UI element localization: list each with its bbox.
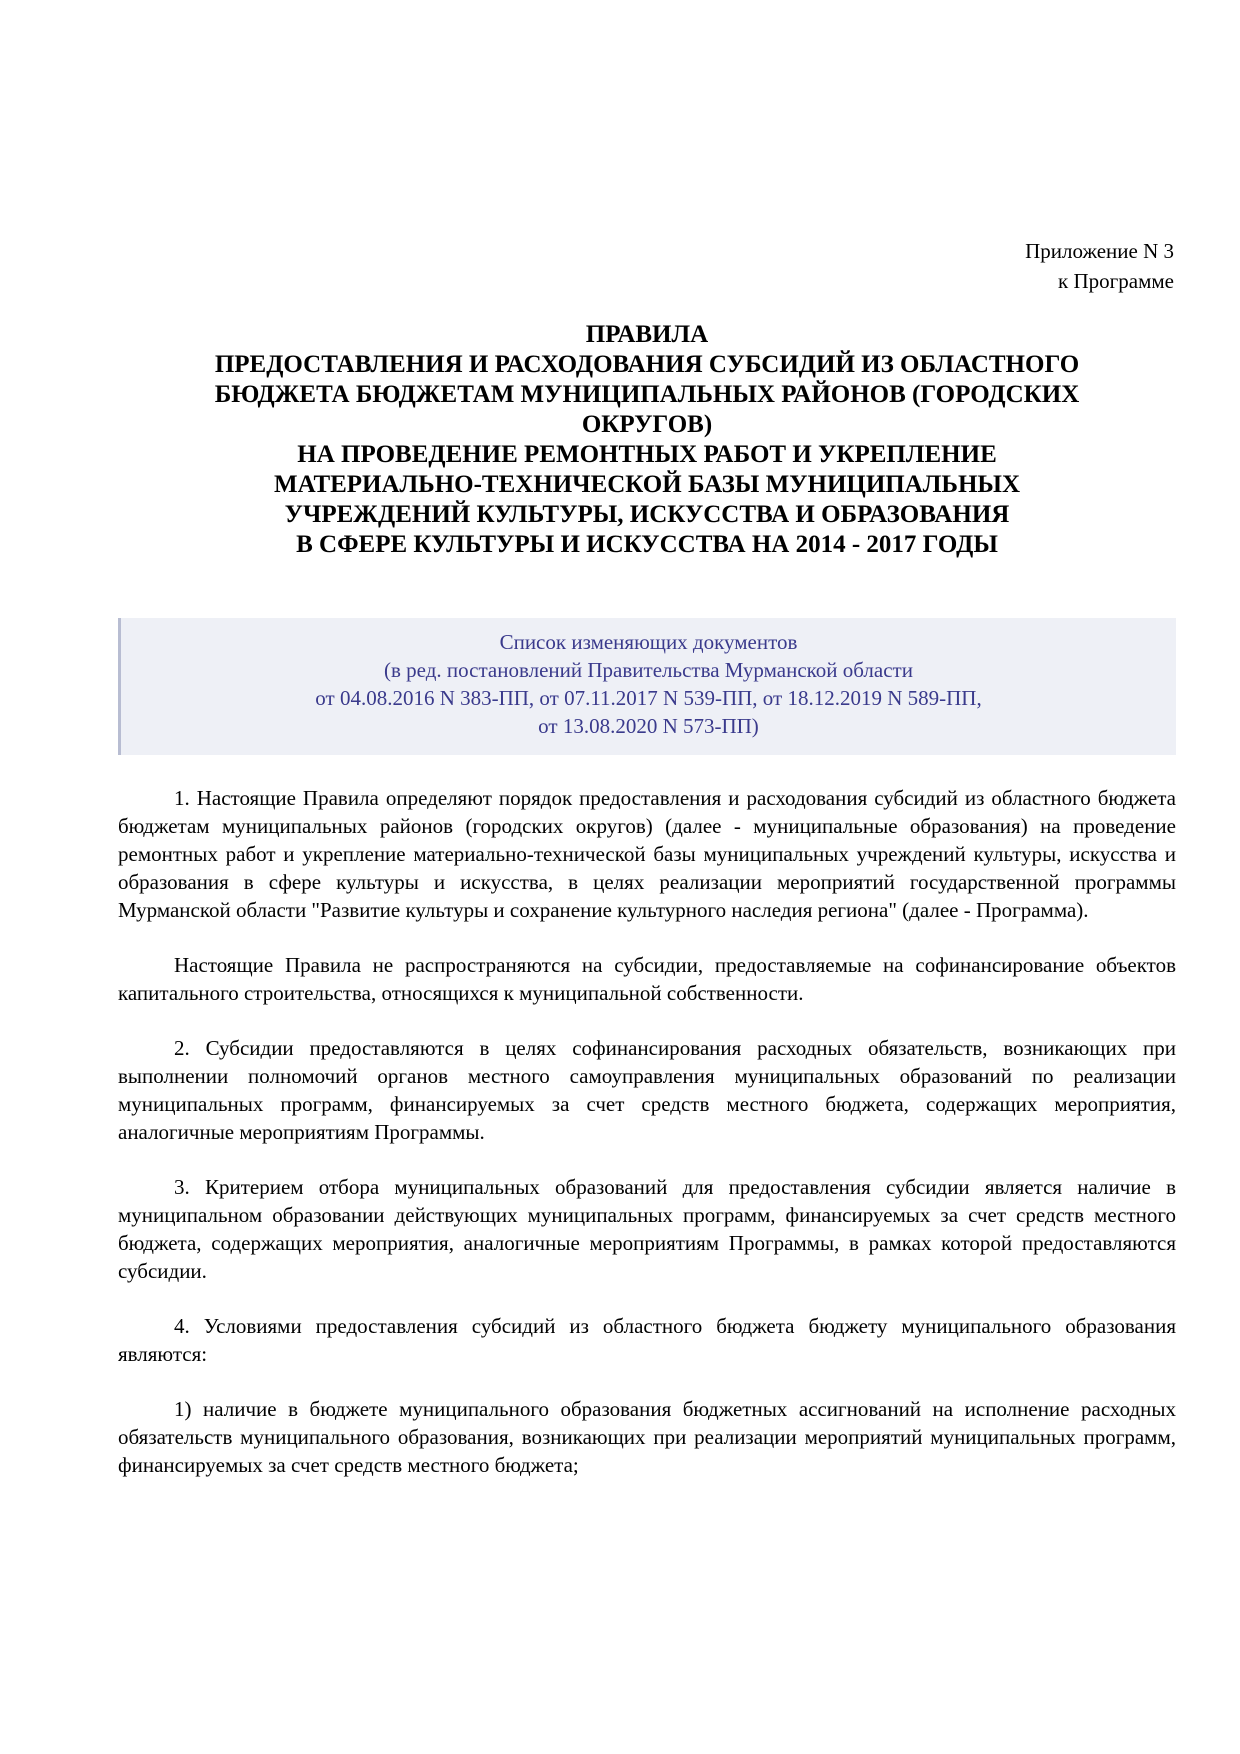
document-body bbox=[118, 784, 1176, 1506]
paragraph-3: 3. Критерием отбора муниципальных образований для предоставления субсидии является наличие в муниципальном образовании действующих муниципальных программ, финансируемых за счет средств местного бюджета, содержащих мероприятия, аналогичные мероприятиям Программы, в рамках которой предоставляются субсидии. bbox=[118, 1175, 1176, 1283]
title-line: НА ПРОВЕДЕНИЕ РЕМОНТНЫХ РАБОТ И УКРЕПЛЕНИЕ bbox=[297, 441, 997, 468]
annex-reference: к Программе bbox=[1058, 269, 1174, 293]
paragraph-4: 4. Условиями предоставления субсидий из областного бюджета бюджету муниципального образования являются: bbox=[118, 1314, 1176, 1366]
title-line: МАТЕРИАЛЬНО-ТЕХНИЧЕСКОЙ БАЗЫ МУНИЦИПАЛЬНЫХ bbox=[273, 471, 1021, 498]
annex-number: Приложение N 3 bbox=[1025, 239, 1174, 263]
amending-documents-heading: Список изменяющих документов bbox=[499, 630, 798, 654]
amending-documents-box bbox=[118, 618, 1176, 755]
paragraph-1: 1. Настоящие Правила определяют порядок предоставления и расходования субсидий из областного бюджета бюджетам муниципальных районов (городских округов) (далее - муниципальные образования) на проведение ремонтных работ и укрепление материально-технической базы муниципальных учреждений культуры, искусства и образования в сфере культуры и искусства, в целях реализации мероприятий государственной программы Мурманской области "Развитие культуры и сохранение культурного наследия региона" (далее - Программа). bbox=[118, 786, 1176, 922]
amending-documents-line: (в ред. постановлений Правительства Мурманской области bbox=[384, 658, 913, 682]
amending-documents-line: от 13.08.2020 N 573-ПП) bbox=[538, 714, 759, 738]
paragraph-4-item-1: 1) наличие в бюджете муниципального образования бюджетных ассигнований на исполнение расходных обязательств муниципального образования, возникающих при реализации мероприятий муниципальных программ, финансируемых за счет средств местного бюджета; bbox=[118, 1397, 1176, 1477]
title-line: ПРАВИЛА bbox=[585, 321, 709, 348]
amending-documents-line: от 04.08.2016 N 383-ПП, от 07.11.2017 N 539-ПП, от 18.12.2019 N 589-ПП, bbox=[315, 686, 982, 710]
annex-header bbox=[1025, 236, 1174, 296]
title-line: ПРЕДОСТАВЛЕНИЯ И РАСХОДОВАНИЯ СУБСИДИЙ ИЗ ОБЛАСТНОГО bbox=[214, 351, 1080, 378]
document-title bbox=[118, 320, 1176, 560]
title-line: УЧРЕЖДЕНИЙ КУЛЬТУРЫ, ИСКУССТВА И ОБРАЗОВАНИЯ bbox=[284, 501, 1010, 528]
title-line: БЮДЖЕТА БЮДЖЕТАМ МУНИЦИПАЛЬНЫХ РАЙОНОВ (ГОРОДСКИХ bbox=[214, 381, 1080, 408]
title-line: ОКРУГОВ) bbox=[581, 411, 713, 438]
title-line: В СФЕРЕ КУЛЬТУРЫ И ИСКУССТВА НА 2014 - 2017 ГОДЫ bbox=[296, 531, 998, 558]
paragraph-2: 2. Субсидии предоставляются в целях софинансирования расходных обязательств, возникающих при выполнении полномочий органов местного самоуправления муниципальных образований по реализации муниципальных программ, финансируемых за счет средств местного бюджета, содержащих мероприятия, аналогичные мероприятиям Программы. bbox=[118, 1036, 1176, 1144]
paragraph-1-note: Настоящие Правила не распространяются на субсидии, предоставляемые на софинансирование объектов капитального строительства, относящихся к муниципальной собственности. bbox=[118, 953, 1176, 1005]
